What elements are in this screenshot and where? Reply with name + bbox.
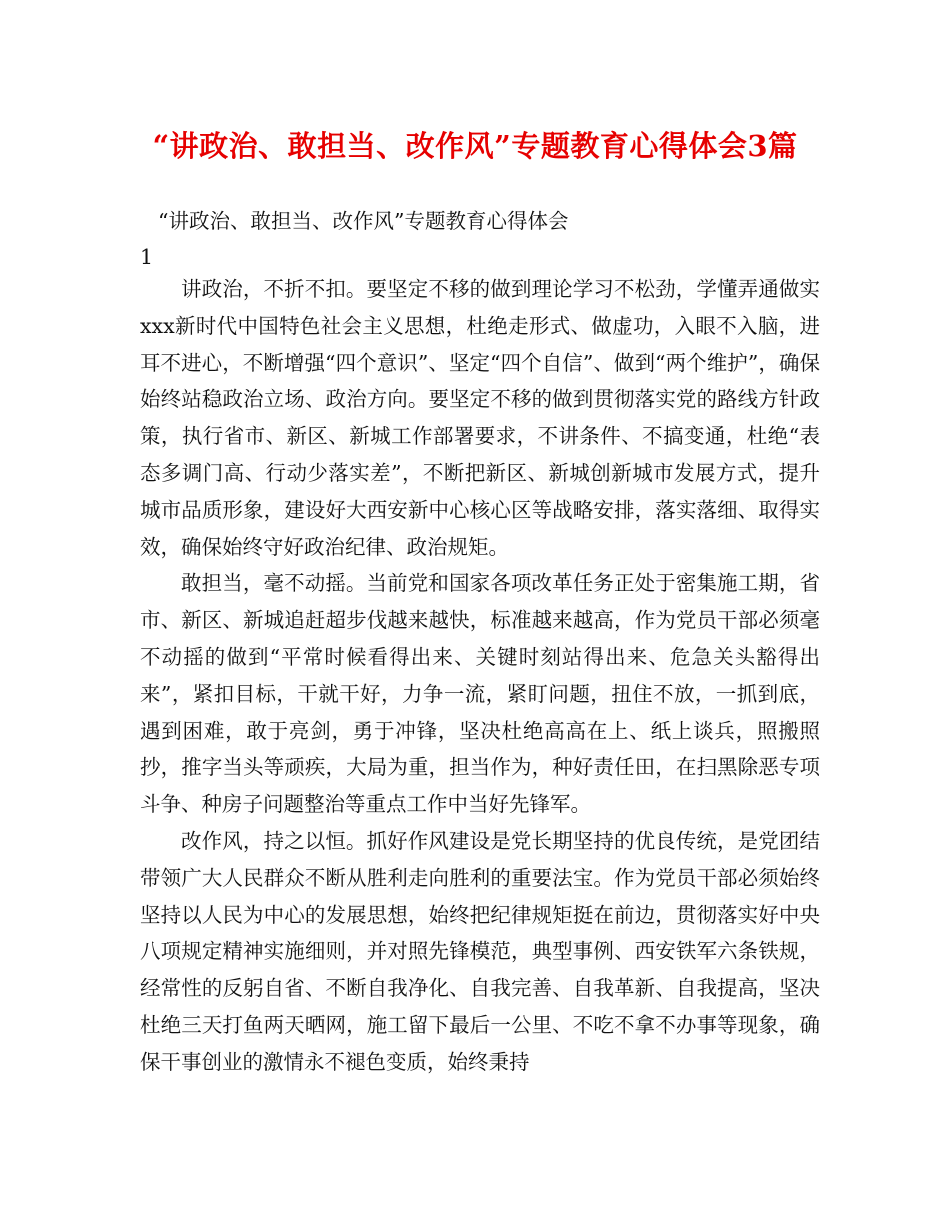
- document-subtitle: “讲政治、敢担当、改作风”专题教育心得体会: [158, 209, 569, 233]
- document-body: [140, 271, 820, 1081]
- section-number: 1: [140, 245, 154, 269]
- document-title: “讲政治、敢担当、改作风”专题教育心得体会3篇: [152, 129, 798, 163]
- paragraph: 敢担当，毫不动摇。当前党和国家各项改革任务正处于密集施工期，省市、新区、新城追赶超步伐越来越快，标准越来越高，作为党员干部必须毫不动摇的做到“平常时候看得出来、关键时刻站得出来、危急关头豁得出来”，紧扣目标，干就干好，力争一流，紧盯问题，扭住不放，一抓到底，遇到困难，敢于亮剑，勇于冲锋，坚决杜绝高高在上、纸上谈兵，照搬照抄，推字当头等顽疾，大局为重，担当作为，种好责任田，在扫黑除恶专项斗争、种房子问题整治等重点工作中当好先锋军。: [140, 571, 820, 817]
- paragraph: 讲政治，不折不扣。要坚定不移的做到理论学习不松劲，学懂弄通做实xxx新时代中国特色社会主义思想，杜绝走形式、做虚功，入眼不入脑，进耳不进心，不断增强“四个意识”、坚定“四个自信”、做到“两个维护”，确保始终站稳政治立场、政治方向。要坚定不移的做到贯彻落实党的路线方针政策，执行省市、新区、新城工作部署要求，不讲条件、不搞变通，杜绝“表态多调门高、行动少落实差”，不断把新区、新城创新城市发展方式，提升城市品质形象，建设好大西安新中心核心区等战略安排，落实落细、取得实效，确保始终守好政治纪律、政治规矩。: [140, 277, 820, 559]
- paragraph: 改作风，持之以恒。抓好作风建设是党长期坚持的优良传统，是党团结带领广大人民群众不断从胜利走向胜利的重要法宝。作为党员干部必须始终坚持以人民为中心的发展思想，始终把纪律规矩挺在前边，贯彻落实好中央八项规定精神实施细则，并对照先锋模范，典型事例、西安铁军六条铁规，经常性的反躬自省、不断自我净化、自我完善、自我革新、自我提高，坚决杜绝三天打鱼两天晒网，施工留下最后一公里、不吃不拿不办事等现象，确保干事创业的激情永不褪色变质，始终秉持: [140, 828, 820, 1074]
